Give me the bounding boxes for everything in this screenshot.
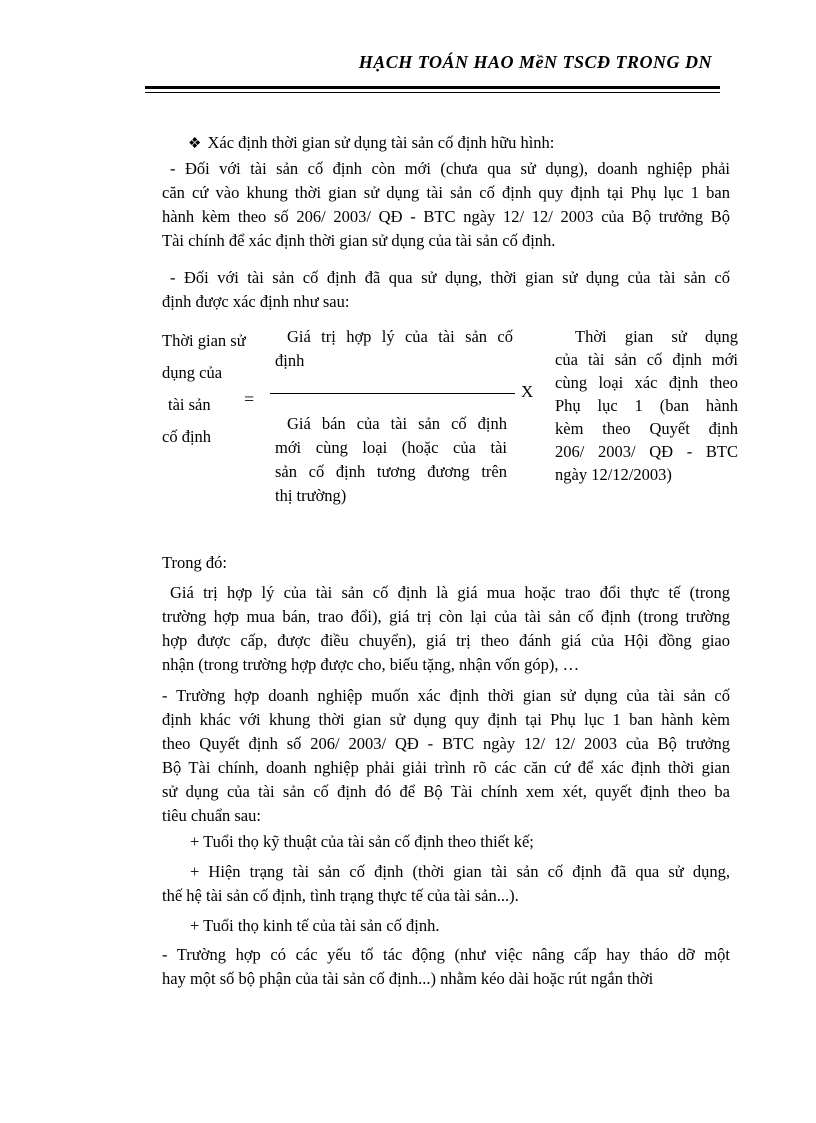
header-rule-thin xyxy=(145,92,720,93)
text-line: thế hệ tài sản cố định, tình trạng thực tế của tài sản...). xyxy=(162,886,519,905)
right-line: ngày 12/12/2003) xyxy=(555,465,672,484)
formula-right-term xyxy=(555,325,738,486)
paragraph-influencing-factors xyxy=(162,943,730,991)
text-line: tiêu chuẩn sau: xyxy=(162,806,261,825)
text-line: căn cứ vào khung thời gian sử dụng tài sản cố định quy định tại Phụ lục 1 ban xyxy=(162,183,730,202)
paragraph-custom-duration xyxy=(162,684,730,828)
paragraph-new-assets xyxy=(162,157,730,253)
trong-do-label: Trong đó: xyxy=(162,553,227,572)
denominator-line: Giá bán của tài sản cố định xyxy=(287,414,507,433)
text-line: - Đối với tài sản cố định đã qua sử dụng, thời gian sử dụng của tài sản cố xyxy=(170,268,730,287)
text-line: định được xác định như sau: xyxy=(162,292,350,311)
right-line: cùng loại xác định theo xyxy=(555,373,738,392)
paragraph-fair-value xyxy=(162,581,730,677)
text-line: sử dụng của tài sản cố định đó để Bộ Tài chính xem xét, quyết định theo ba xyxy=(162,782,730,801)
denominator-line: thị trường) xyxy=(275,486,347,505)
text-line: hành kèm theo số 206/ 2003/ QĐ - BTC ngày 12/ 12/ 2003 của Bộ trưởng Bộ xyxy=(162,207,730,226)
text-line: định khác với khung thời gian sử dụng quy định tại Phụ lục 1 ban hành kèm xyxy=(162,710,730,729)
formula-left-line: tài sản xyxy=(168,395,211,414)
text-line: - Trường hợp có các yếu tố tác động (như việc nâng cấp hay tháo dỡ một xyxy=(162,945,730,964)
formula-left-line: dụng của xyxy=(162,363,223,382)
text-line: Bộ Tài chính, doanh nghiệp phải giải trình rõ các căn cứ để xác định thời gian xyxy=(162,758,730,777)
numerator-line: Giá trị hợp lý của tài sản cố xyxy=(287,327,513,346)
text-line: trường hợp mua bán, trao đổi), giá trị còn lại của tài sản cố định (trong trường xyxy=(162,607,730,626)
text-line: - Trường hợp doanh nghiệp muốn xác định thời gian sử dụng của tài sản cố xyxy=(162,686,730,705)
text-line: - Đối với tài sản cố định còn mới (chưa qua sử dụng), doanh nghiệp phải xyxy=(170,159,730,178)
criterion-current-state xyxy=(162,860,730,908)
denominator-line: mới cùng loại (hoặc của tài xyxy=(275,438,507,457)
right-line: Phụ lục 1 (ban hành xyxy=(555,396,738,415)
header-rule-thick xyxy=(145,86,720,89)
equals-sign: = xyxy=(244,389,255,409)
paragraph-used-assets xyxy=(162,266,730,314)
formula-left-line: cố định xyxy=(162,427,212,446)
text-line: theo Quyết định số 206/ 2003/ QĐ - BTC ngày 12/ 12/ 2003 của Bộ trưởng xyxy=(162,734,730,753)
section-heading xyxy=(188,131,554,156)
text-line: + Hiện trạng tài sản cố định (thời gian tài sản cố định đã qua sử dụng, xyxy=(190,862,730,881)
numerator-line: định xyxy=(275,351,305,370)
right-line: 206/ 2003/ QĐ - BTC xyxy=(555,442,738,461)
fraction-bar xyxy=(270,393,515,394)
formula-numerator xyxy=(275,325,513,373)
right-line: kèm theo Quyết định xyxy=(555,419,738,438)
criterion-technical-life: + Tuổi thọ kỹ thuật của tài sản cố định theo thiết kế; xyxy=(190,832,534,851)
diamond-bullet-icon: ❖ xyxy=(188,136,202,152)
formula-left-line: Thời gian sử xyxy=(162,331,246,350)
section-heading-text: Xác định thời gian sử dụng tài sản cố định hữu hình: xyxy=(207,133,555,152)
page-header-title: HẠCH TOÁN HAO MềN TSCĐ TRONG DN xyxy=(358,52,712,72)
text-line: Tài chính để xác định thời gian sử dụng của tài sản cố định. xyxy=(162,231,556,250)
text-line: nhận (trong trường hợp được cho, biếu tặng, nhận vốn góp), … xyxy=(162,655,580,674)
text-line: hợp được cấp, được điều chuyển), giá trị theo đánh giá của Hội đồng giao xyxy=(162,631,730,650)
text-line: Giá trị hợp lý của tài sản cố định là giá mua hoặc trao đổi thực tế (trong xyxy=(170,583,730,602)
right-line: của tài sản cố định mới xyxy=(555,350,738,369)
text-line: hay một số bộ phận của tài sản cố định...) nhằm kéo dài hoặc rút ngắn thời xyxy=(162,969,654,988)
criterion-economic-life: + Tuổi thọ kinh tế của tài sản cố định. xyxy=(190,916,440,935)
formula-denominator xyxy=(275,412,507,508)
denominator-line: sản cố định tương đương trên xyxy=(275,462,507,481)
right-line: Thời gian sử dụng xyxy=(575,327,738,346)
multiply-sign: X xyxy=(521,382,534,401)
